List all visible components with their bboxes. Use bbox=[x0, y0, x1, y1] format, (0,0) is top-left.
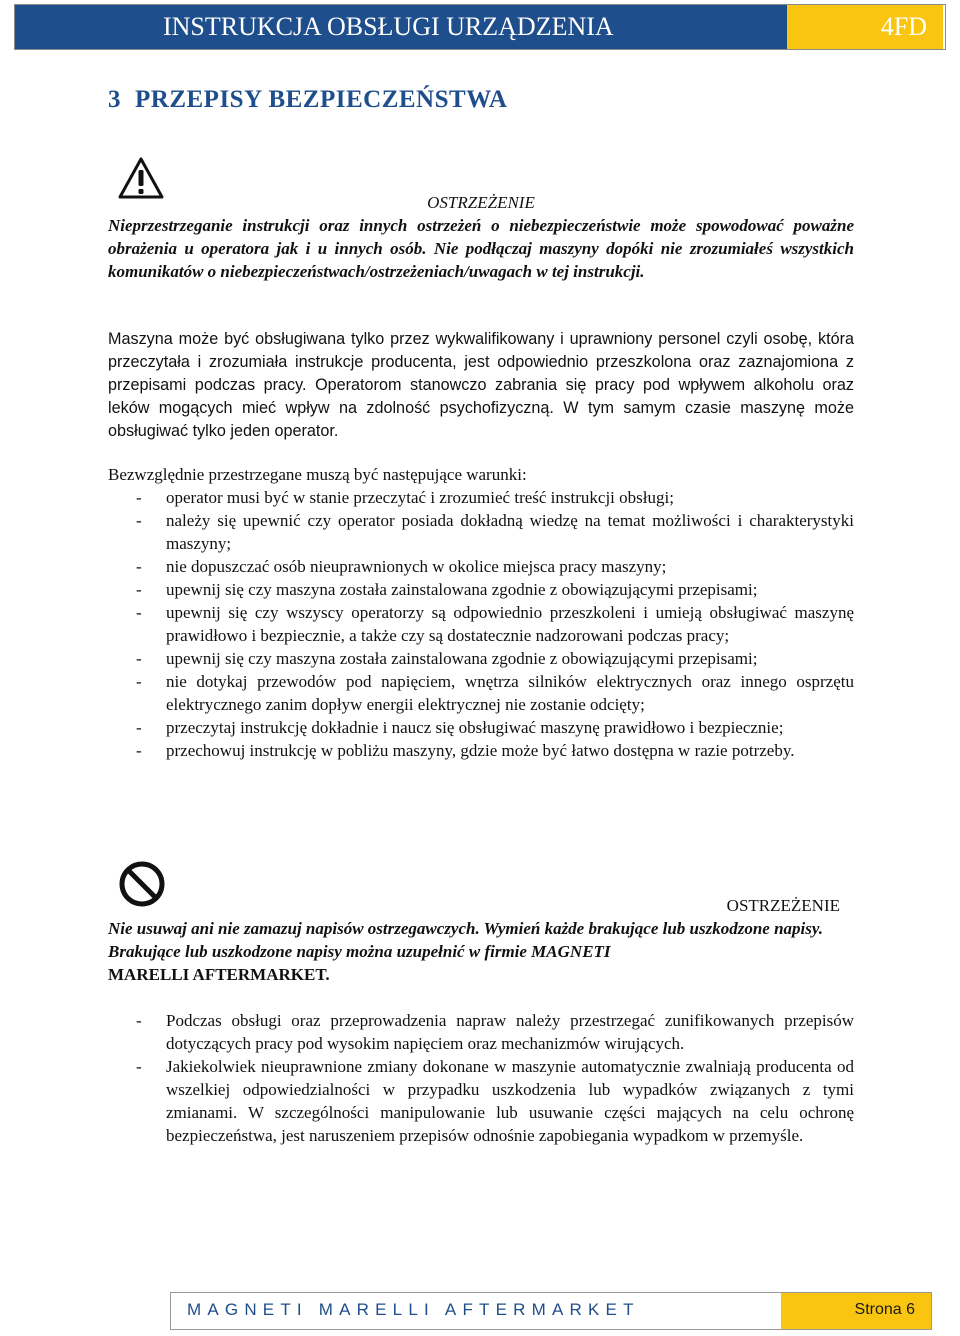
page-footer bbox=[170, 1292, 932, 1330]
list-item: - upewnij się czy wszyscy operatorzy są odpowiednio przeszkoleni i umieją obsługiwać maszynę prawidłowo i bezpiecznie, a także czy są dostatecznie nadzorowani podczas pracy; bbox=[108, 601, 854, 647]
page-number: Strona 6 bbox=[781, 1293, 931, 1329]
conditions-lead: Bezwzględnie przestrzegane muszą być następujące warunki: bbox=[108, 465, 527, 484]
final-section bbox=[108, 1009, 854, 1147]
warning-text-2-line-3: MARELLI AFTERMARKET. bbox=[108, 965, 330, 984]
warning-text-2-line-2: Brakujące lub uszkodzone napisy można uzupełnić w firmie MAGNETI bbox=[108, 942, 611, 961]
warning-text-2-line-1: Nie usuwaj ani nie zamazuj napisów ostrzegawczych. Wymień każde brakujące lub uszkodzone napisy. bbox=[108, 919, 824, 938]
list-item: - Podczas obsługi oraz przeprowadzenia napraw należy przestrzegać zunifikowanych przepisów dotyczących pracy pod wysokim napięciem oraz mechanizmów wirujących. bbox=[108, 1009, 854, 1055]
section-heading bbox=[108, 86, 507, 114]
warning-heading-2: OSTRZEŻENIE bbox=[726, 896, 840, 915]
model-code: 4FD bbox=[787, 5, 943, 49]
section-title: PRZEPISY BEZPIECZEŃSTWA bbox=[135, 86, 508, 113]
document-title: INSTRUKCJA OBSŁUGI URZĄDZENIA bbox=[15, 5, 787, 49]
warning-box-2 bbox=[108, 894, 854, 986]
intro-paragraph: Maszyna może być obsługiwana tylko przez wykwalifikowany i uprawniony personel czyli osobę, która przeczytała i zrozumiała instrukcje producenta, jest odpowiednio przeszkolona oraz zaznajomiona z przepisami podczas pracy. Operatorom stanowczo zabrania się pracy pod wpływem alkoholu oraz leków mogących mieć wpływ na zdolność psychofizyczną. W tym samym czasie maszynę może obsługiwać tylko jeden operator. bbox=[108, 330, 854, 440]
warning-heading-1: OSTRZEŻENIE bbox=[427, 193, 535, 212]
warning-box-1 bbox=[108, 191, 854, 283]
list-item: - przeczytaj instrukcję dokładnie i naucz się obsługiwać maszynę prawidłowo i bezpiecznie; bbox=[108, 716, 854, 739]
warning-text-1: Nieprzestrzeganie instrukcji oraz innych ostrzeżeń o niebezpieczeństwie może spowodować poważne obrażenia u operatora jak i u innych osób. Nie podłączaj maszyny dopóki nie zrozumiałeś wszystkich komunikatów o niebezpieczeństwach/ostrzeżeniach/uwagach w tej instrukcji. bbox=[108, 216, 854, 281]
final-list bbox=[108, 1009, 854, 1147]
list-item: - przechowuj instrukcję w pobliżu maszyny, gdzie może być łatwo dostępna w razie potrzeby. bbox=[108, 739, 854, 762]
list-item: - należy się upewnić czy operator posiada dokładną wiedzę na temat możliwości i charakterystyki maszyny; bbox=[108, 509, 854, 555]
page-header bbox=[14, 4, 946, 50]
footer-brand: MAGNETI MARELLI AFTERMARKET bbox=[187, 1300, 640, 1319]
list-item: - upewnij się czy maszyna została zainstalowana zgodnie z obowiązującymi przepisami; bbox=[108, 647, 854, 670]
conditions-section bbox=[108, 463, 854, 762]
list-item: - upewnij się czy maszyna została zainstalowana zgodnie z obowiązującymi przepisami; bbox=[108, 578, 854, 601]
section-number: 3 bbox=[108, 86, 121, 113]
warning-text-2 bbox=[108, 917, 854, 986]
list-item: - Jakiekolwiek nieuprawnione zmiany dokonane w maszynie automatycznie zwalniają producenta od wszelkiej odpowiedzialności w przypadku uszkodzenia lub wypadków związanych z tymi zmianami. W szczególności manipulowanie lub usuwanie części mających na celu ochronę bezpieczeństwa, jest naruszeniem przepisów odnośnie zapobiegania wypadkom w przemyśle. bbox=[108, 1055, 854, 1147]
conditions-list bbox=[108, 486, 854, 762]
list-item: - nie dopuszczać osób nieuprawnionych w okolice miejsca pracy maszyny; bbox=[108, 555, 854, 578]
list-item: - nie dotykaj przewodów pod napięciem, wnętrza silników elektrycznych oraz innego osprzętu elektrycznego zanim dopływ energii elektrycznej nie zostanie odcięty; bbox=[108, 670, 854, 716]
list-item: - operator musi być w stanie przeczytać i zrozumieć treść instrukcji obsługi; bbox=[108, 486, 854, 509]
